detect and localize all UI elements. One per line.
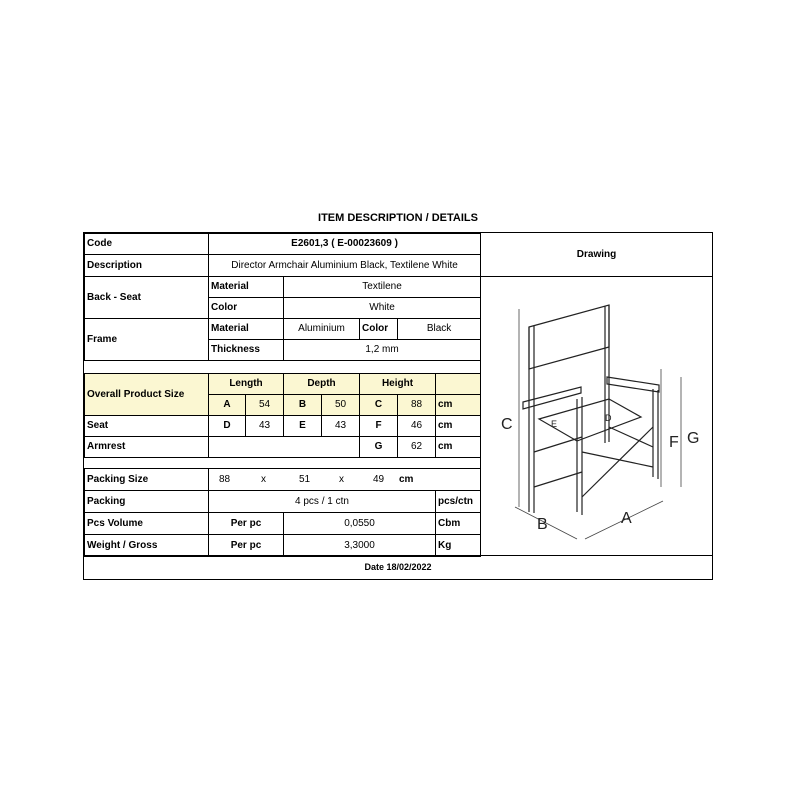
pcs-volume-unit: Cbm bbox=[436, 513, 481, 535]
weight-per: Per pc bbox=[209, 535, 284, 557]
dim-e-value: 43 bbox=[322, 416, 360, 437]
packing-height: 49 bbox=[373, 473, 385, 485]
back-seat-label: Back - Seat bbox=[85, 277, 209, 319]
frame-color-value: Black bbox=[398, 319, 481, 340]
packing-size-label: Packing Size bbox=[85, 469, 209, 491]
armrest-label: Armrest bbox=[85, 437, 209, 458]
overall-size-label: Overall Product Size bbox=[85, 374, 209, 416]
drawing-label-f: F bbox=[669, 434, 679, 451]
frame-color-label: Color bbox=[360, 319, 398, 340]
overall-header-row bbox=[85, 374, 481, 395]
drawing-label-e: E bbox=[551, 419, 558, 429]
drawing-label-a: A bbox=[621, 510, 632, 527]
armrest-row bbox=[85, 437, 481, 458]
overall-unit: cm bbox=[436, 395, 481, 416]
packing-size-unit: cm bbox=[399, 473, 414, 485]
spacer-row-2 bbox=[85, 458, 481, 469]
packing-size-row bbox=[85, 469, 481, 491]
armrest-unit: cm bbox=[436, 437, 481, 458]
document-title: ITEM DESCRIPTION / DETAILS bbox=[318, 212, 478, 224]
code-value: E2601,3 ( E-00023609 ) bbox=[209, 234, 481, 255]
dim-b-value: 50 bbox=[322, 395, 360, 416]
frame-thickness-label: Thickness bbox=[209, 340, 284, 361]
spacer bbox=[85, 458, 481, 469]
backrest-shape bbox=[529, 305, 609, 369]
description-label: Description bbox=[85, 255, 209, 277]
pcs-volume-label: Pcs Volume bbox=[85, 513, 209, 535]
chair-drawing bbox=[481, 277, 713, 553]
code-row bbox=[85, 234, 481, 255]
packing-value: 4 pcs / 1 ctn bbox=[209, 491, 436, 513]
dim-a-value: 54 bbox=[246, 395, 284, 416]
dim-g-label: G bbox=[360, 437, 398, 458]
packing-row bbox=[85, 491, 481, 513]
armrest-right bbox=[607, 377, 659, 392]
back-seat-color-label: Color bbox=[209, 298, 284, 319]
drawing-header: Drawing bbox=[481, 233, 712, 277]
dim-g-value: 62 bbox=[398, 437, 436, 458]
frame-thickness-value: 1,2 mm bbox=[284, 340, 481, 361]
seat-row bbox=[85, 416, 481, 437]
spacer-row bbox=[85, 361, 481, 374]
length-header: Length bbox=[209, 374, 284, 395]
packing-width: 51 bbox=[299, 473, 311, 485]
overall-header-blank bbox=[436, 374, 481, 395]
weight-label: Weight / Gross bbox=[85, 535, 209, 557]
back-seat-color-value: White bbox=[284, 298, 481, 319]
seat-unit: cm bbox=[436, 416, 481, 437]
pcs-volume-row bbox=[85, 513, 481, 535]
weight-unit: Kg bbox=[436, 535, 481, 557]
seat-label: Seat bbox=[85, 416, 209, 437]
drawing-label-b: B bbox=[537, 516, 548, 533]
dim-d-label: D bbox=[209, 416, 246, 437]
packing-label: Packing bbox=[85, 491, 209, 513]
description-value: Director Armchair Aluminium Black, Textilene White bbox=[209, 255, 481, 277]
height-header: Height bbox=[360, 374, 436, 395]
dim-e-label: E bbox=[284, 416, 322, 437]
packing-length: 88 bbox=[219, 473, 231, 485]
dim-c-label: C bbox=[360, 395, 398, 416]
dim-d-value: 43 bbox=[246, 416, 284, 437]
dim-a-label: A bbox=[209, 395, 246, 416]
dim-f-label: F bbox=[360, 416, 398, 437]
frame-material-label: Material bbox=[209, 319, 284, 340]
packing-x2: x bbox=[339, 473, 344, 485]
dim-f-value: 46 bbox=[398, 416, 436, 437]
weight-value: 3,3000 bbox=[284, 535, 436, 557]
frame-label: Frame bbox=[85, 319, 209, 361]
frame-material-row bbox=[85, 319, 481, 340]
code-label: Code bbox=[85, 234, 209, 255]
weight-row bbox=[85, 535, 481, 557]
packing-size-cell bbox=[209, 469, 481, 491]
spacer bbox=[85, 361, 481, 374]
description-row bbox=[85, 255, 481, 277]
drawing-label-d: D bbox=[605, 413, 612, 423]
back-seat-material-row bbox=[85, 277, 481, 298]
drawing-label-c: C bbox=[501, 416, 513, 433]
spec-sheet bbox=[83, 232, 713, 580]
frame-material-value: Aluminium bbox=[284, 319, 360, 340]
armrest-blank bbox=[209, 437, 360, 458]
drawing-panel bbox=[480, 233, 712, 555]
depth-header: Depth bbox=[284, 374, 360, 395]
pcs-volume-per: Per pc bbox=[209, 513, 284, 535]
pcs-volume-value: 0,0550 bbox=[284, 513, 436, 535]
date-footer: Date 18/02/2022 bbox=[84, 555, 712, 578]
drawing-label-g: G bbox=[687, 430, 700, 447]
back-seat-material-value: Textilene bbox=[284, 277, 481, 298]
dim-b-label: B bbox=[284, 395, 322, 416]
dim-c-value: 88 bbox=[398, 395, 436, 416]
packing-x1: x bbox=[261, 473, 266, 485]
spec-table bbox=[84, 233, 481, 557]
back-seat-material-label: Material bbox=[209, 277, 284, 298]
packing-unit: pcs/ctn bbox=[436, 491, 481, 513]
armrest-left bbox=[523, 387, 581, 409]
